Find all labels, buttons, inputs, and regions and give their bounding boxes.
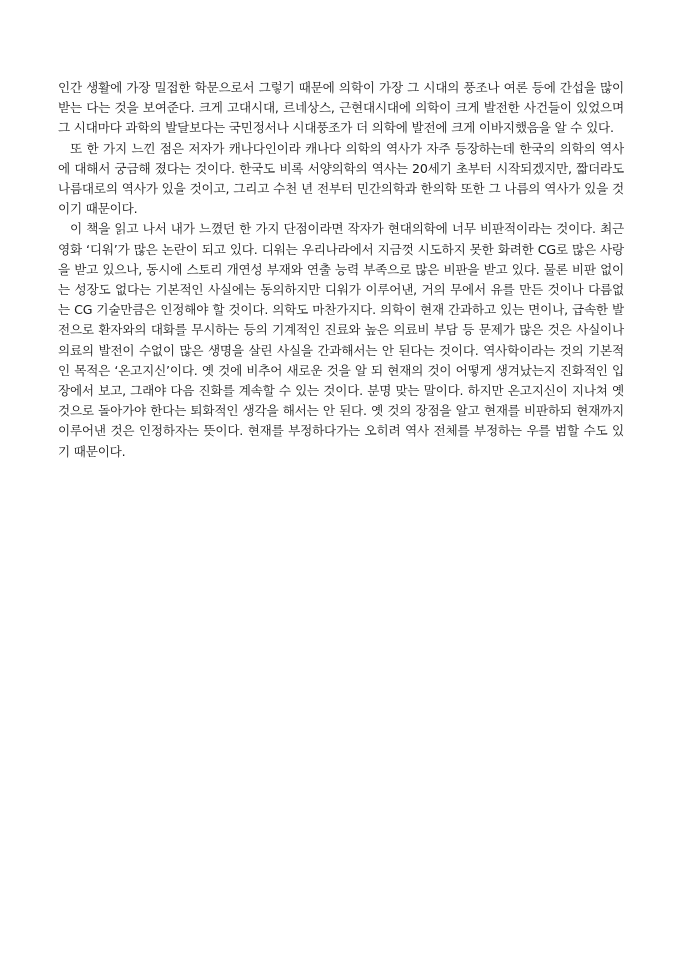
paragraph-3: 이 책을 읽고 나서 내가 느꼈던 한 가지 단점이라면 작자가 현대의학에 너무 비판적이라는 것이다. 최근 영화 ‘디워’가 많은 논란이 되고 있다. 디워는 우리나라에서 지금껏 시도하지 못한 화려한 CG로 많은 사랑을 받고 있으나, 동시에 스토리 개연성 부재와 연출 능력 부족으로 많은 비판을 받고 있다. 물론 비판 없이는 성장도 없다는 기본적인 사실에는 동의하지만 디워가 이루어낸, 거의 무에서 유를 만든 것이나 다름없는 CG 기술만큼은 인정해야 할 것이다. 의학도 마찬가지다. 의학이 현재 간과하고 있는 면이나, 급속한 발전으로 환자와의 대화를 무시하는 등의 기계적인 진료와 높은 의료비 부담 등 문제가 많은 것은 사실이나 의료의 발전이 수없이 많은 생명을 살린 사실을 간과해서는 안 된다는 것이다. 역사학이라는 것의 기본적인 목적은 ‘온고지신’이다. 옛 것에 비추어 새로운 것을 알 되 현재의 것이 어떻게 생겨났는지 진화적인 입장에서 보고, 그래야 다음 진화를 계속할 수 있는 것이다. 분명 맞는 말이다. 하지만 온고지신이 지나쳐 옛 것으로 돌아가야 한다는 퇴화적인 생각을 해서는 안 된다. 옛 것의 장점을 알고 현재를 비판하되 현재까지 이루어낸 것은 인정하자는 뜻이다. 현재를 부정하다가는 오히려 역사 전체를 부정하는 우를 범할 수도 있기 때문이다.: [58, 221, 624, 459]
document-body: [58, 78, 624, 462]
paragraph-1: 인간 생활에 가장 밀접한 학문으로서 그렇기 때문에 의학이 가장 그 시대의 풍조나 여론 등에 간섭을 많이 받는 다는 것을 보여준다. 크게 고대시대, 르네상스, 근현대시대에 의학이 크게 발전한 사건들이 있었으며 그 시대마다 과학의 발달보다는 국민정서나 시대풍조가 더 의학에 발전에 크게 이바지했음을 알 수 있다.: [58, 80, 624, 136]
paragraph-2: 또 한 가지 느낀 점은 저자가 캐나다인이라 캐나다 의학의 역사가 자주 등장하는데 한국의 의학의 역사에 대해서 궁금해 졌다는 것이다. 한국도 비록 서양의학의 역사는 20세기 초부터 시작되겠지만, 짧더라도 나름대로의 역사가 있을 것이고, 그리고 수천 년 전부터 민간의학과 한의학 또한 그 나름의 역사가 있을 것이기 때문이다.: [58, 140, 624, 217]
